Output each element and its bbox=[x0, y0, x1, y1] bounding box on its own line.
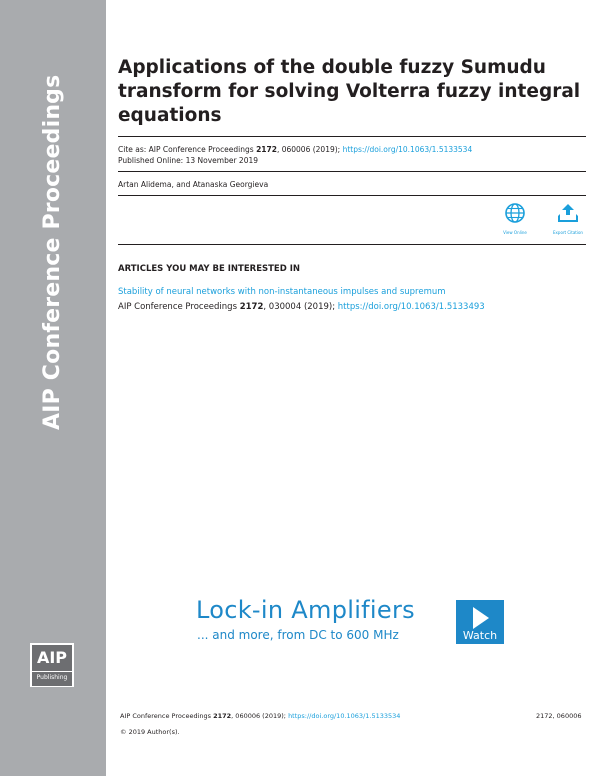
title-divider bbox=[118, 136, 586, 137]
article-title: Applications of the double fuzzy Sumudu transform for solving Volterra fuzzy integral equations bbox=[118, 57, 581, 126]
sidebar bbox=[0, 0, 106, 776]
logo-bottom-text: Publishing bbox=[32, 671, 72, 686]
related-cite-volume: 2172 bbox=[239, 302, 264, 312]
view-online-label: View Online bbox=[503, 230, 527, 235]
logo-top-text: AIP bbox=[32, 645, 72, 671]
cite-as bbox=[118, 144, 472, 155]
related-cite-prefix: AIP Conference Proceedings bbox=[118, 302, 240, 312]
related-article-title[interactable]: Stability of neural networks with non-instantaneous impulses and supremum bbox=[118, 287, 446, 297]
globe-icon bbox=[504, 202, 526, 224]
cite-volume: 2172 bbox=[256, 145, 277, 154]
aip-publishing-logo[interactable] bbox=[30, 643, 74, 687]
footer-citation bbox=[120, 712, 400, 720]
ad-headline: Lock-in Amplifiers bbox=[196, 596, 415, 624]
published-divider bbox=[118, 171, 586, 172]
ad-subline: ... and more, from DC to 600 MHz bbox=[197, 628, 399, 642]
cite-doi-link[interactable]: https://doi.org/10.1063/1.5133534 bbox=[342, 145, 473, 154]
journal-title: AIP Conference Proceedings bbox=[40, 74, 65, 430]
related-heading: ARTICLES YOU MAY BE INTERESTED IN bbox=[118, 264, 301, 274]
footer-page-ref: 2172, 060006 bbox=[536, 712, 582, 720]
related-cite-doi-link[interactable]: https://doi.org/10.1063/1.5133493 bbox=[337, 302, 485, 312]
related-cite-mid: , 030004 (2019); bbox=[263, 302, 338, 312]
published-date: Published Online: 13 November 2019 bbox=[118, 156, 259, 165]
footer-copyright: © 2019 Author(s). bbox=[120, 728, 180, 736]
footer-cite-mid: , 060006 (2019); bbox=[231, 712, 289, 720]
export-icon bbox=[557, 202, 579, 224]
watch-label: Watch bbox=[462, 629, 498, 642]
view-online-button[interactable] bbox=[498, 202, 532, 235]
watch-button[interactable] bbox=[456, 600, 504, 644]
cite-prefix: Cite as: AIP Conference Proceedings bbox=[118, 145, 257, 154]
icons-divider bbox=[118, 244, 586, 245]
footer-doi-link[interactable]: https://doi.org/10.1063/1.5133534 bbox=[288, 712, 401, 720]
cite-mid: , 060006 (2019); bbox=[276, 145, 343, 154]
footer-cite-volume: 2172 bbox=[213, 712, 232, 720]
export-citation-label: Export Citation bbox=[553, 230, 583, 235]
footer-cite-prefix: AIP Conference Proceedings bbox=[120, 712, 214, 720]
export-citation-button[interactable] bbox=[550, 202, 586, 235]
authors-divider bbox=[118, 195, 586, 196]
related-article-cite bbox=[118, 302, 485, 312]
authors: Artan Alidema, and Atanaska Georgieva bbox=[118, 180, 269, 189]
